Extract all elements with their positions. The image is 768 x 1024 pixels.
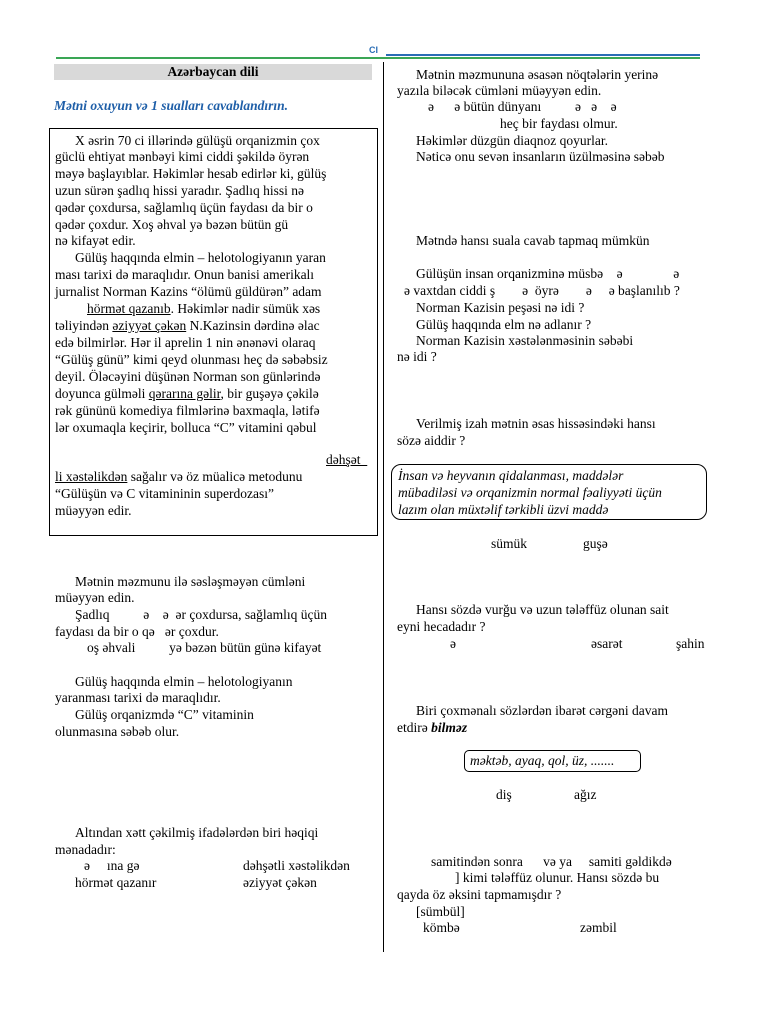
instructions: Mətni oxuyun və 1 sualları cavablandırın. xyxy=(54,98,289,113)
answer-option[interactable]: ağız xyxy=(574,787,597,802)
answer-option[interactable]: Norman Kazisin xəstələnməsinin səbəbi xyxy=(416,333,634,348)
question-text: Biri çoxmənalı sözlərdən ibarət cərgəni davam xyxy=(416,703,669,718)
passage-line xyxy=(326,452,367,468)
question-text: Verilmiş izah mətnin əsas hissəsindəki hansı xyxy=(416,416,656,431)
answer-option[interactable]: guşə xyxy=(583,536,608,551)
passage-line: təliyindən əziyyət çəkən N.Kazinsin dərdinə əlac xyxy=(55,318,320,333)
passage-line: ması tarixi də maraqlıdır. Onun banisi amerikalı xyxy=(55,267,315,282)
definition-line: lazım olan müxtəlif tərkibli üzvi maddə xyxy=(398,502,609,517)
passage-line: qədər çoxdursa, sağlamlıq üçün faydası da bir o xyxy=(55,200,313,215)
question-text: Mətnin məzmununa əsasən nöqtələrin yerinə xyxy=(416,67,659,82)
passage-line: edə bilmirlər. Hər il aprelin 1 nin ənənəvi olaraq xyxy=(55,335,316,350)
answer-option[interactable]: yaranması tarixi də maraqlıdır. xyxy=(55,690,221,705)
answer-option[interactable]: Norman Kazisin peşəsi nə idi ? xyxy=(416,300,585,315)
passage-line: rək gününü komediya filmlərinə baxmaqla, lətifə xyxy=(55,403,320,418)
answer-option[interactable]: hörmət qazanır xyxy=(75,875,157,890)
underlined-phrase: li xəstəlikdən xyxy=(55,469,128,484)
question-text: Mətndə hansı suala cavab tapmaq mümkün xyxy=(416,233,650,248)
answer-option[interactable]: Həkimlər düzgün diaqnoz qoyurlar. xyxy=(416,133,608,148)
passage-line: məyə başlayıblar. Həkimlər hesab edirlər ki, gülüş xyxy=(55,166,327,181)
question-text: etdirə bilməz xyxy=(397,720,468,735)
answer-option[interactable]: diş xyxy=(496,787,512,802)
passage-line: li xəstəlikdən sağalır və öz müalicə metodunu xyxy=(55,469,303,484)
answer-option[interactable]: kömbə xyxy=(423,920,460,935)
definition-box xyxy=(391,464,707,520)
question-text: qayda öz əksini tapmamışdır ? xyxy=(397,887,562,902)
passage-line: uzun sürən şadlıq hissi yaradır. Şadlıq hissi nə xyxy=(55,183,304,198)
answer-option[interactable]: Nəticə onu sevən insanların üzülməsinə səbəb xyxy=(416,149,665,164)
answer-option[interactable]: [sümbül] xyxy=(416,904,465,919)
answer-option[interactable]: Gülüş haqqında elmin – helotologiyanın xyxy=(75,674,293,689)
underlined-phrase: əziyyət çəkən xyxy=(112,318,187,333)
answer-option[interactable]: ə ə bütün dünyanı ə ə ə xyxy=(428,99,617,114)
answer-option[interactable]: ə ına gə xyxy=(84,858,140,873)
question-text: Hansı sözdə vurğu və uzun tələffüz olunan sait xyxy=(416,602,669,617)
passage-line: hörmət qazanıb. Həkimlər nadir sümük xəs xyxy=(87,301,321,316)
answer-option[interactable]: Şadlıq ə ə ər çoxdursa, sağlamlıq üçün xyxy=(75,607,327,622)
answer-option[interactable]: oş əhvali yə bəzən bütün günə kifayət xyxy=(87,640,322,655)
passage-line: “Gülüşün və C vitamininin superdozası” xyxy=(55,486,274,501)
question-text: eyni hecadadır ? xyxy=(397,619,486,634)
answer-option[interactable]: şahin xyxy=(676,636,705,651)
answer-option[interactable]: heç bir faydası olmur. xyxy=(500,116,618,131)
subject-title: Azərbaycan dili xyxy=(167,64,259,79)
passage-line: müəyyən edir. xyxy=(55,503,132,518)
answer-option[interactable]: əziyyət çəkən xyxy=(243,875,317,890)
header-label: CI xyxy=(369,45,378,55)
passage-line: X əsrin 70 ci illərində gülüşü orqanizmin çox xyxy=(75,133,320,148)
answer-option[interactable]: dəhşətli xəstəlikdən xyxy=(243,858,350,873)
word-list-box: məktəb, ayaq, qol, üz, ....... xyxy=(464,750,641,772)
passage-line: lər oxumaqla keçirir, bolluca “C” vitamini qəbul xyxy=(55,420,317,435)
question-text: samitindən sonra və ya samiti gəldikdə xyxy=(431,854,672,869)
passage-line: nə kifayət edir. xyxy=(55,233,136,248)
question-text: ] kimi tələffüz olunur. Hansı sözdə bu xyxy=(455,870,660,885)
passage-line: doyunca gülməli qərarına gəlir, bir guşəyə çəkilə xyxy=(55,386,319,401)
answer-option[interactable]: faydası da bir o qə ər çoxdur. xyxy=(55,624,219,639)
answer-option[interactable]: Gülüşün insan orqanizminə müsbə ə ə xyxy=(416,266,680,281)
definition-line: İnsan və heyvanın qidalanması, maddələr xyxy=(398,468,624,483)
passage-line: jurnalist Norman Kazins “ölümü güldürən” adam xyxy=(55,284,322,299)
column-divider xyxy=(383,62,384,952)
passage-line: güclü ehtiyat mənbəyi kimi ciddi şəkildə öyrən xyxy=(55,149,310,164)
answer-option[interactable]: ə xyxy=(450,636,456,651)
answer-option[interactable]: əsarət xyxy=(591,636,623,651)
underlined-phrase: qərarına gəlir xyxy=(148,386,221,401)
header-rule-green xyxy=(56,57,700,59)
answer-option[interactable]: zəmbil xyxy=(580,920,617,935)
definition-line: mübadiləsi və orqanizmin normal fəaliyyəti üçün xyxy=(398,485,662,500)
answer-option[interactable]: ə vaxtdan ciddi ş ə öyrə ə ə başlanılıb ? xyxy=(404,283,680,298)
question-text: yazıla biləcək cümləni müəyyən edin. xyxy=(397,83,602,98)
answer-option[interactable]: nə idi ? xyxy=(397,349,437,364)
answer-option[interactable]: sümük xyxy=(491,536,528,551)
passage-line: “Gülüş günü” kimi qeyd olunması heç də səbəbsiz xyxy=(55,352,328,367)
question-text: Mətnin məzmunu ilə səsləşməyən cümləni xyxy=(75,574,306,589)
passage-line: Gülüş haqqında elmin – helotologiyanın yaran xyxy=(75,250,326,265)
emphasis-word: bilməz xyxy=(431,720,468,735)
question-text: müəyyən edin. xyxy=(55,590,135,605)
question-text: sözə aiddir ? xyxy=(397,433,466,448)
answer-option[interactable]: Gülüş haqqında elm nə adlanır ? xyxy=(416,317,592,332)
answer-option[interactable]: Gülüş orqanizmdə “C” vitaminin xyxy=(75,707,254,722)
passage-line: qədər çoxdur. Xoş əhval yə bəzən bütün gü xyxy=(55,217,289,232)
answer-option[interactable]: olunmasına səbəb olur. xyxy=(55,724,180,739)
header-rule-blue xyxy=(386,54,700,56)
underlined-phrase: hörmət qazanıb xyxy=(87,301,171,316)
underlined-phrase: dəhşət xyxy=(326,452,368,467)
question-text: mənadadır: xyxy=(55,842,116,857)
passage-line: deyil. Öləcəyini düşünən Norman son günlərində xyxy=(55,369,321,384)
question-text: Altından xətt çəkilmiş ifadələrdən biri həqiqi xyxy=(75,825,319,840)
